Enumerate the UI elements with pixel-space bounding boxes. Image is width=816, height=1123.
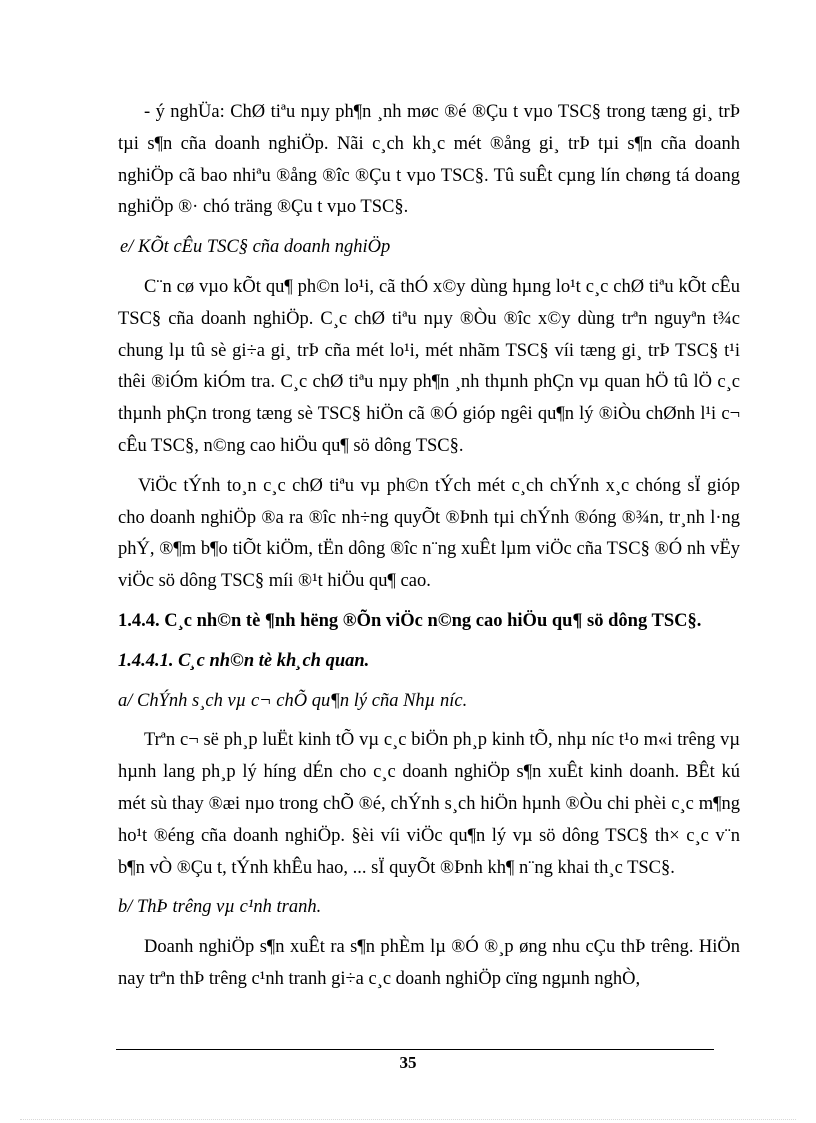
subsection-heading-objective-factors: 1.4.4.1. C¸c nh©n tè kh¸ch quan.: [118, 650, 370, 671]
page-number: 35: [399, 1053, 417, 1072]
heading-state-policy: a/ ChÝnh s¸ch vµ c¬ chÕ qu¶n lý cña Nhµ níc.: [118, 690, 468, 711]
paragraph-ratio-meaning: - ý nghÜa: ChØ tiªu nµy ph¶n ¸nh møc ®é ®Çu t vµo TSC§ trong tæng gi¸ trÞ tµi s¶n cña doanh nghiÖp. Nãi c¸ch kh¸c mét ®ång gi¸ trÞ tµi s¶n cña doanh nghiÖp cã bao nhiªu ®ång ®îc ®Çu t vµo TSC§. Tû suÊt cµng lín chøng tá doang nghiÖp ®· chó träng ®Çu t vµo TSC§.: [118, 102, 740, 218]
paragraph-analysis-benefits: ViÖc tÝnh to¸n c¸c chØ tiªu vµ ph©n tÝch mét c¸ch chÝnh x¸c chóng sÏ gióp cho doanh nghiÖp ®a ra ®îc nh÷ng quyÕt ®Þnh tµi chÝnh ®óng ®¾n, tr¸nh l·ng phÝ, ®¶m b¶o tiÕt kiÖm, tËn dông ®îc n¨ng xuÊt lµm viÖc cña TSC§ ®Ó nh vËy viÖc sö dông TSC§ míi ®¹t hiÖu qu¶ cao.: [118, 475, 740, 592]
heading-market-competition: b/ ThÞ trêng vµ c¹nh tranh.: [118, 897, 322, 918]
paragraph-structure-indicators: C¨n cø vµo kÕt qu¶ ph©n lo¹i, cã thÓ x©y dùng hµng lo¹t c¸c chØ tiªu kÕt cÊu TSC§ cña doanh nghiÖp. C¸c chØ tiªu nµy ®Òu ®îc x©y dùng trªn nguyªn t¾c chung lµ tû sè gi÷a gi¸ trÞ cña mét lo¹i, mét nhãm TSC§ víi tæng gi¸ trÞ TSC§ t¹i thêi ®iÓm kiÓm tra. C¸c chØ tiªu nµy ph¶n ¸nh thµnh phÇn vµ quan hÖ tû lÖ c¸c thµnh phÇn trong tæng sè TSC§ hiÖn cã ®Ó gióp ngêi qu¶n lý ®iÒu chØnh l¹i c¬ cÊu TSC§, n©ng cao hiÖu qu¶ sö dông TSC§.: [118, 276, 740, 456]
section-heading-factors: 1.4.4. C¸c nh©n tè ¶nh hëng ®Õn viÖc n©ng cao hiÖu qu¶ sö dông TSC§.: [118, 610, 702, 631]
paragraph-state-policy: Trªn c¬ së ph¸p luËt kinh tÕ vµ c¸c biÖn ph¸p kinh tÕ, nhµ níc t¹o m«i trêng vµ hµnh lang ph¸p lý híng dÉn cho c¸c doanh nghiÖp s¶n xuÊt kinh doanh. BÊt kú mét sù thay ®æi nµo trong chÕ ®é, chÝnh s¸ch hiÖn hµnh ®Òu chi phèi c¸c m¶ng ho¹t ®éng cña doanh nghiÖp. §èi víi viÖc qu¶n lý vµ sö dông TSC§ th× c¸c v¨n b¶n vÒ ®Çu t, tÝnh khÊu hao, ... sÏ quyÕt ®Þnh kh¶ n¨ng khai th¸c TSC§.: [118, 730, 740, 878]
footer-divider: [116, 1049, 714, 1050]
document-body: [118, 97, 740, 996]
heading-fixed-asset-structure: e/ KÕt cÊu TSC§ cña doanh nghiÖp: [120, 237, 391, 258]
page-bottom-border: [20, 1119, 796, 1120]
paragraph-market-competition: Doanh nghiÖp s¶n xuÊt ra s¶n phÈm lµ ®Ó ®¸p øng nhu cÇu thÞ trêng. HiÖn nay trªn thÞ trêng c¹nh tranh gi÷a c¸c doanh nghiÖp cïng ngµnh nghÒ,: [118, 937, 740, 989]
